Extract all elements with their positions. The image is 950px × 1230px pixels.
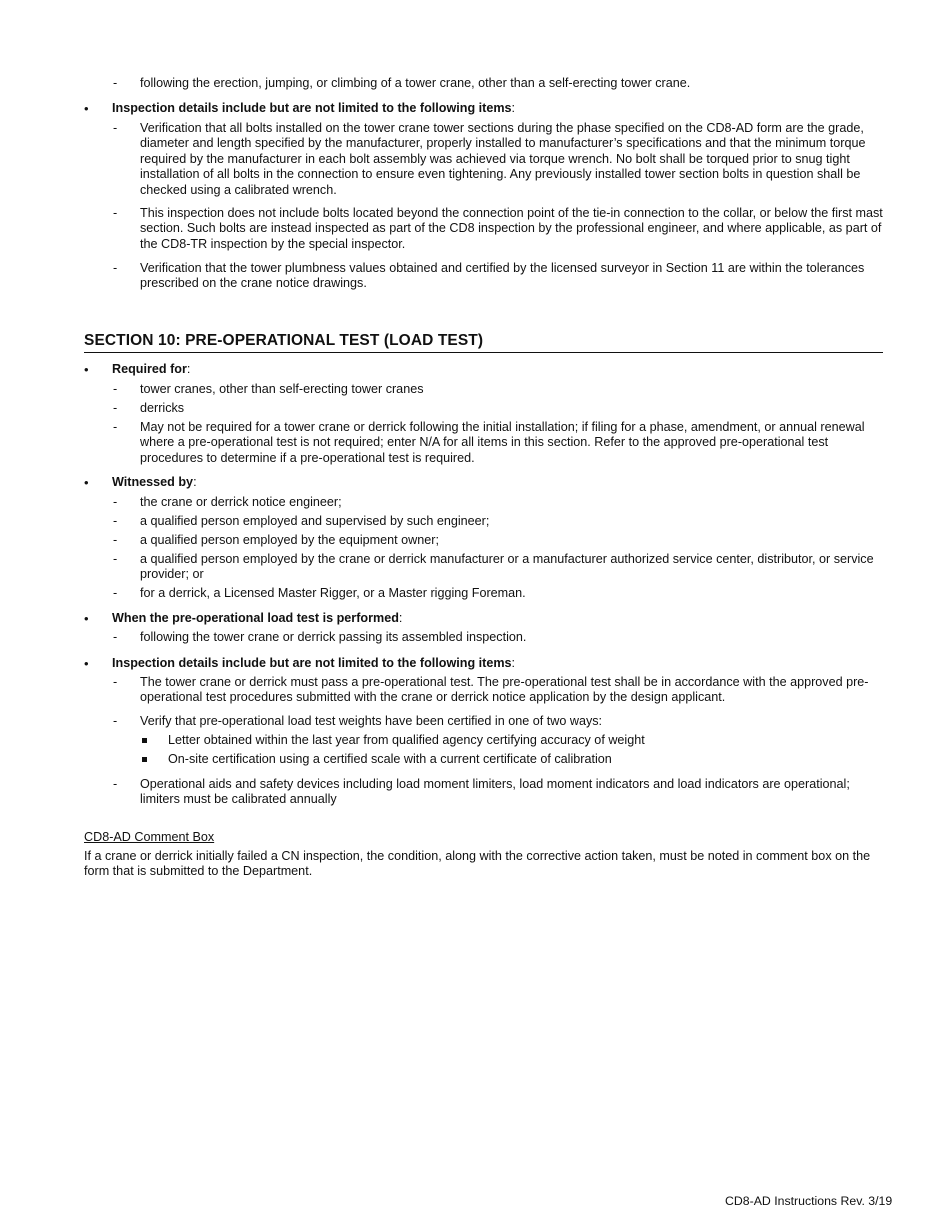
witnessed-item: a qualified person employed and supervised by such engineer; bbox=[140, 514, 490, 528]
dash-marker: - bbox=[113, 777, 118, 791]
colon: : bbox=[186, 362, 191, 376]
dash-marker: - bbox=[113, 514, 118, 528]
dash-marker: - bbox=[113, 261, 118, 275]
bullet-marker: • bbox=[84, 656, 89, 671]
dash-marker: - bbox=[113, 206, 118, 220]
bullet-marker: • bbox=[84, 475, 89, 490]
dash-marker: - bbox=[113, 382, 118, 396]
inspection-heading bbox=[112, 101, 882, 116]
colon: : bbox=[398, 611, 403, 625]
required-heading-label: Required for bbox=[112, 362, 187, 376]
inspection-item: This inspection does not include bolts located beyond the connection point of the tie-in connection to the collar, or below the first mast section. Such bolts are instead inspected as part of the CD8 inspection by the professional engineer, and where applicable, as part of the CD8-TR inspection by the special inspector. bbox=[140, 206, 883, 251]
colon: : bbox=[511, 101, 516, 115]
bullet-marker: • bbox=[84, 611, 89, 626]
dash-marker: - bbox=[113, 586, 118, 600]
required-item: May not be required for a tower crane or derrick following the initial installation; if filing for a phase, amendment, or annual renewal where a pre-operational test is not required; enter N/A for all items in this section. Refer to the approved pre-operational test procedures to determine if a pre-operational test is required. bbox=[140, 420, 865, 465]
dash-marker: - bbox=[113, 401, 118, 415]
details-heading bbox=[112, 656, 882, 671]
when-item: following the tower crane or derrick passing its assembled inspection. bbox=[140, 630, 527, 644]
details-item: The tower crane or derrick must pass a pre-operational test. The pre-operational test shall be in accordance with the approved pre-operational test procedures submitted with the crane or derrick notice application by the design applicant. bbox=[140, 675, 869, 705]
page-footer: CD8-AD Instructions Rev. 3/19 bbox=[725, 1194, 893, 1208]
square-bullet bbox=[142, 738, 147, 743]
when-heading-label: When the pre-operational load test is performed bbox=[112, 611, 399, 625]
when-heading bbox=[112, 611, 882, 626]
witnessed-heading bbox=[112, 475, 882, 490]
bullet-marker: • bbox=[84, 362, 89, 377]
witnessed-item: for a derrick, a Licensed Master Rigger, or a Master rigging Foreman. bbox=[140, 586, 526, 600]
dash-marker: - bbox=[113, 533, 118, 547]
dash-marker: - bbox=[113, 552, 118, 566]
required-heading bbox=[112, 362, 882, 377]
colon: : bbox=[193, 475, 197, 489]
bullet-marker: • bbox=[84, 101, 89, 116]
inspection-item: Verification that all bolts installed on the tower crane tower sections during the phase specified on the CD8-AD form are the grade, diameter and length specified by the manufacturer, properly installed to manufacturer’s specifications and that the minimum torque required by the manufacturer in each bolt assembly was achieved via torque wrench. No bolt shall be torqued prior to snug tight installation of all bolts in the connection to ensure even tightening. Any previously installed tower section bolts in question shall be checked using a calibrated wrench. bbox=[140, 121, 866, 197]
witnessed-item: a qualified person employed by the equipment owner; bbox=[140, 533, 439, 547]
section-divider bbox=[84, 352, 883, 353]
weight-way-item: On-site certification using a certified scale with a current certificate of calibration bbox=[168, 752, 612, 766]
required-item: derricks bbox=[140, 401, 185, 415]
details-heading-label: Inspection details include but are not limited to the following items bbox=[112, 656, 512, 670]
erection-item: following the erection, jumping, or climbing of a tower crane, other than a self-erecting tower crane. bbox=[140, 76, 691, 90]
witnessed-heading-label: Witnessed by bbox=[112, 475, 194, 489]
dash-marker: - bbox=[113, 630, 118, 644]
colon: : bbox=[511, 656, 516, 670]
section-title: SECTION 10: PRE-OPERATIONAL TEST (LOAD TEST) bbox=[84, 332, 484, 349]
details-item: Verify that pre-operational load test weights have been certified in one of two ways: bbox=[140, 714, 603, 728]
inspection-heading-label: Inspection details include but are not limited to the following items bbox=[112, 101, 512, 115]
dash-marker: - bbox=[113, 675, 118, 689]
inspection-item: Verification that the tower plumbness values obtained and certified by the licensed surveyor in Section 11 are within the tolerances prescribed on the crane notice drawings. bbox=[140, 261, 865, 291]
dash-marker: - bbox=[113, 76, 118, 90]
dash-marker: - bbox=[113, 495, 118, 509]
square-bullet bbox=[142, 757, 147, 762]
dash-marker: - bbox=[113, 121, 118, 135]
witnessed-item: a qualified person employed by the crane or derrick manufacturer or a manufacturer authorized service center, distributor, or service provider; or bbox=[140, 552, 874, 582]
required-item: tower cranes, other than self-erecting tower cranes bbox=[140, 382, 424, 396]
details-item: Operational aids and safety devices including load moment limiters, load moment indicators and load indicators are operational; limiters must be calibrated annually bbox=[140, 777, 850, 807]
comment-box-text: If a crane or derrick initially failed a CN inspection, the condition, along with the corrective action taken, must be noted in comment box on the form that is submitted to the Department. bbox=[84, 849, 871, 879]
dash-marker: - bbox=[113, 420, 118, 434]
comment-box-heading: CD8-AD Comment Box bbox=[84, 830, 215, 844]
witnessed-item: the crane or derrick notice engineer; bbox=[140, 495, 342, 509]
dash-marker: - bbox=[113, 714, 118, 728]
weight-way-item: Letter obtained within the last year from qualified agency certifying accuracy of weight bbox=[168, 733, 645, 747]
